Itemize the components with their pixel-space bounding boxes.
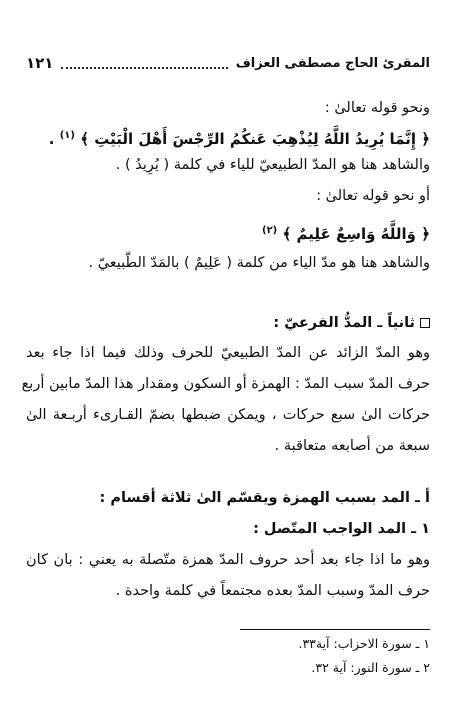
verse-1-text: ﴿ إِنَّمَا يُرِيدُ اللَّهُ لِيُذْهِبَ عَنكُمُ الرِّجْسَ أَهْلَ الْبَيْتِ ﴾ [80, 130, 430, 148]
paragraph-2-line-2: حرف المدّ وسبب المدّ بعده مجتمعاً في كلمة واحدة . [115, 583, 430, 599]
subheading-hamza: أ ـ المد بسبب الهمزة ويقسّم الىٰ ثلاثة أقسام : [99, 490, 430, 506]
intro-line-2: أو نحو قوله تعالىٰ : [316, 188, 430, 204]
running-header [26, 52, 430, 74]
subheading-connected-madd: ١ ـ المد الواجب المتّصل : [253, 521, 430, 537]
footnote-separator [240, 629, 430, 630]
quran-verse-2 [26, 221, 430, 244]
square-bullet-icon [420, 318, 430, 328]
paragraph-1-line-4: سبعة من أصابعه متعاقبة . [274, 438, 430, 454]
paragraph-1-line-1: وهو المدّ الزائد عن المدّ الطبيعيّ للحرف وذلك فيما اذا جاء بعد [26, 345, 430, 361]
footnote-ref-1: (١) [59, 130, 75, 141]
paragraph-1-line-2: حرف المدّ سبب المدّ : الهمزة أو السكون ومقدار هذا المدّ مابين أربع [21, 376, 430, 392]
header-title: المقرئ الحاج مصطفى العزاف [235, 55, 430, 71]
evidence-line-2: والشاهد هنا هو مدّ الياء من كلمة ( عَلِيمٌ ) بالمَدّ الطّبيعيّ . [88, 255, 430, 271]
section-heading-secondary-madd [26, 313, 430, 333]
intro-line: ونحو قوله تعالىٰ : [324, 100, 430, 116]
paragraph-1-line-3: حركات الىٰ سبع حركات ، ويمكن ضبطها بضمّ القـارىء أربـعة الىٰ [26, 407, 430, 423]
footnote-1: ١ ـ سورة الاحزاب: آية٣٣. [298, 636, 430, 651]
footnote-ref-2: (٢) [261, 225, 278, 236]
footnote-2: ٢ ـ سورة النور: آية ٣٢. [311, 660, 430, 675]
verse-1-end: . [48, 130, 55, 148]
page-number: ١٢١ [26, 54, 54, 72]
verse-2-text: ﴿ وَاللَّهُ وَاسِعٌ عَلِيمٌ ﴾ [282, 225, 430, 243]
evidence-line-1: والشاهد هنا هو المدّ الطبيعيّ للياء في كلمة ( يُرِيدُ ) . [115, 157, 430, 173]
section-heading-text: ثانياً ـ المدُّ الفرعيّ : [273, 315, 415, 331]
header-dotted-leader [61, 63, 227, 69]
paragraph-2-line-1: وهو ما اذا جاء بعد أحد حروف المدّ همزة متّصلة به يعني : بان كان [26, 552, 430, 568]
quran-verse-1 [26, 126, 430, 149]
